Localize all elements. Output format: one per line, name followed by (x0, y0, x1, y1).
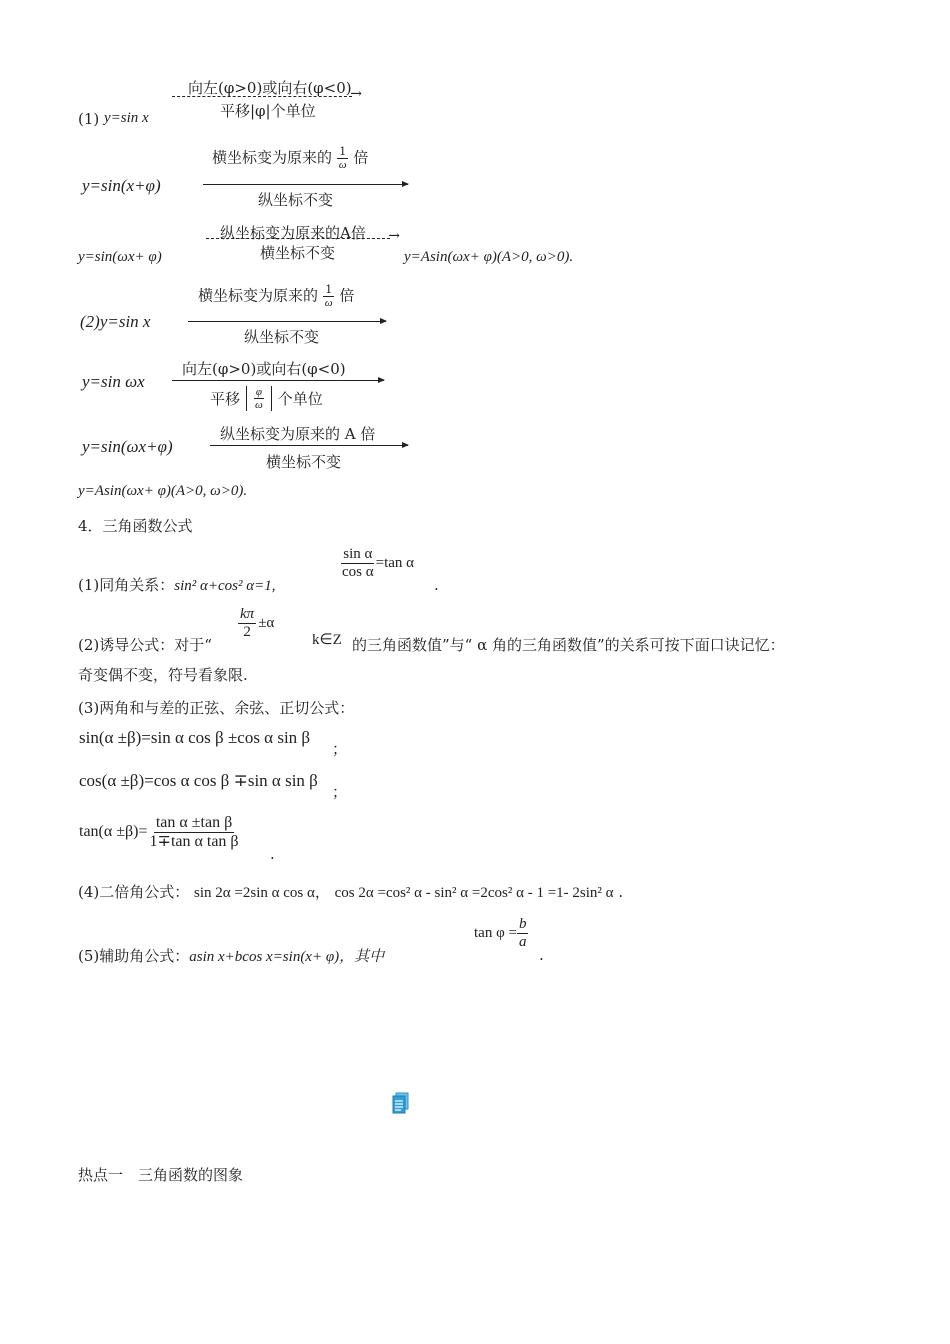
sin-formula: sin(α ±β)=sin α cos β ±cos α sin β (79, 728, 311, 747)
f1-body: sin² α+cos² α=1, (174, 578, 276, 594)
frac-num: tan α ±tan β (155, 814, 233, 831)
f5-frac (517, 916, 529, 950)
cos-end: ； (332, 783, 348, 801)
s1-row3-lhs: y=sin(ωx+ φ) (78, 249, 162, 265)
frac-num: 1 (339, 145, 347, 158)
f2-line2: 奇变偶不变，符号看象限. (78, 666, 248, 684)
hotspot-heading: 热点一 三角函数的图象 (78, 1166, 244, 1184)
frac-den: 2 (243, 623, 251, 640)
s1-row3-rhs: y=Asin(ωx+ φ)(A>0, ω>0). (404, 249, 574, 265)
s2-row3-arrow (210, 445, 408, 446)
s1-row2-top (212, 146, 368, 171)
s2-row3-top: 纵坐标变为原来的 A 倍 (220, 425, 376, 443)
s1-row2-arrow (203, 184, 408, 185)
f4-cos: cos 2α =cos² α - sin² α =2cos² α - 1 =1- 2sin² α (334, 885, 614, 901)
s1-row2-top-prefix: 横坐标变为原来的 (212, 148, 333, 167)
s1-row3-top: 纵坐标变为原来的A倍 (220, 224, 366, 242)
f5-fraction (474, 916, 528, 950)
s2-row2-lhs: y=sin ωx (82, 372, 145, 391)
tan-frac (148, 814, 241, 850)
s1-row3-bottom: 横坐标不变 (260, 244, 336, 262)
tan-end: . (270, 845, 275, 863)
frac-den: ω (338, 159, 347, 172)
s2-row1-bottom: 纵坐标不变 (244, 328, 320, 346)
s1-row2-top-suffix: 倍 (353, 148, 369, 167)
s2-row3-lhs: y=sin(ωx+φ) (82, 437, 173, 456)
f4-line (78, 881, 623, 902)
s2-row2-frac (253, 386, 265, 411)
f1-frac (340, 546, 376, 580)
frac-den: 1∓tan α tan β (149, 832, 239, 850)
s2-row1-frac (323, 284, 335, 309)
frac-den: a (518, 933, 527, 950)
f1-label: (1)同角关系： (78, 576, 175, 594)
s2-row2-arrow (172, 380, 384, 381)
tan-lhs: tan(α ±β)= (79, 823, 148, 841)
f2-pm: ±α (258, 614, 275, 631)
f4-label: (4)二倍角公式： (78, 883, 190, 901)
document-icon[interactable] (392, 1092, 409, 1114)
s2-row3-bottom: 横坐标不变 (266, 453, 342, 471)
s2-row2-bottom (210, 386, 323, 411)
cos-formula: cos(α ±β)=cos α cos β ∓sin α sin β (79, 771, 318, 790)
f1-line (78, 574, 276, 595)
f2-k: k∈Z (312, 632, 342, 648)
s1-label: (1) (78, 110, 100, 128)
s1-row2-bottom: 纵坐标不变 (258, 191, 334, 209)
f2-rest: 的三角函数值”与“ α 角的三角函数值”的关系可按下面口诀记忆： (352, 636, 785, 654)
frac-num: 1 (325, 283, 333, 296)
f3-label: (3)两角和与差的正弦、余弦、正切公式： (78, 699, 355, 717)
s1-dashed-arrow-3 (206, 238, 390, 239)
f5-tan: tan φ = (474, 924, 517, 941)
abs-bars (246, 386, 272, 411)
frac-num: φ (255, 386, 262, 398)
s1-top-text: 向左(φ>0)或向右(φ<0) (188, 79, 352, 97)
s1-bottom-text: 平移|φ|个单位 (220, 102, 316, 120)
f4-end: . (618, 883, 624, 901)
s2-row2-top: 向左(φ>0)或向右(φ<0) (182, 360, 346, 378)
f1-rhs: =tan α (375, 554, 415, 571)
s2-row1-top-prefix: 横坐标变为原来的 (198, 286, 319, 305)
s1-dashed-arrow-1 (172, 96, 352, 97)
sin-end: ； (332, 740, 348, 758)
s2-result: y=Asin(ωx+ φ)(A>0, ω>0). (78, 483, 248, 499)
frac-den: ω (324, 297, 333, 310)
frac-num: sin α (343, 546, 373, 562)
frac-den: cos α (342, 563, 374, 580)
f5-end: . (539, 946, 544, 964)
f1-end: . (434, 576, 439, 594)
frac-num: kπ (240, 606, 255, 622)
s2-row1-lhs: (2)y=sin x (80, 312, 151, 331)
f2-line: (2)诱导公式：对于“ (78, 636, 212, 654)
f2-frac (238, 606, 256, 640)
f1-fraction (340, 546, 414, 580)
s2-row1-top-suffix: 倍 (339, 286, 355, 305)
s2-row2-bottom-suffix: 个单位 (277, 390, 323, 409)
f5-line (78, 945, 384, 966)
section4-heading: 4．三角函数公式 (78, 517, 193, 535)
f5-label: (5)辅助角公式： (78, 947, 190, 965)
s1-row2-frac (337, 146, 349, 171)
f4-sin: sin 2α =2sin α cos α (194, 885, 315, 901)
s2-row1-arrow (188, 321, 386, 322)
frac-num: b (518, 916, 527, 932)
s2-row1-top (198, 284, 354, 309)
s1-row2-lhs: y=sin(x+φ) (82, 176, 161, 195)
s1-lhs: y=sin x (104, 110, 149, 126)
frac-den: ω (255, 399, 263, 412)
tan-formula (79, 814, 241, 850)
s2-row2-bottom-prefix: 平移 (210, 390, 241, 409)
f5-body: asin x+bcos x=sin(x+ φ)，其中 (189, 949, 385, 965)
f2-fraction (238, 606, 274, 640)
f4-sep: ， (314, 883, 330, 901)
